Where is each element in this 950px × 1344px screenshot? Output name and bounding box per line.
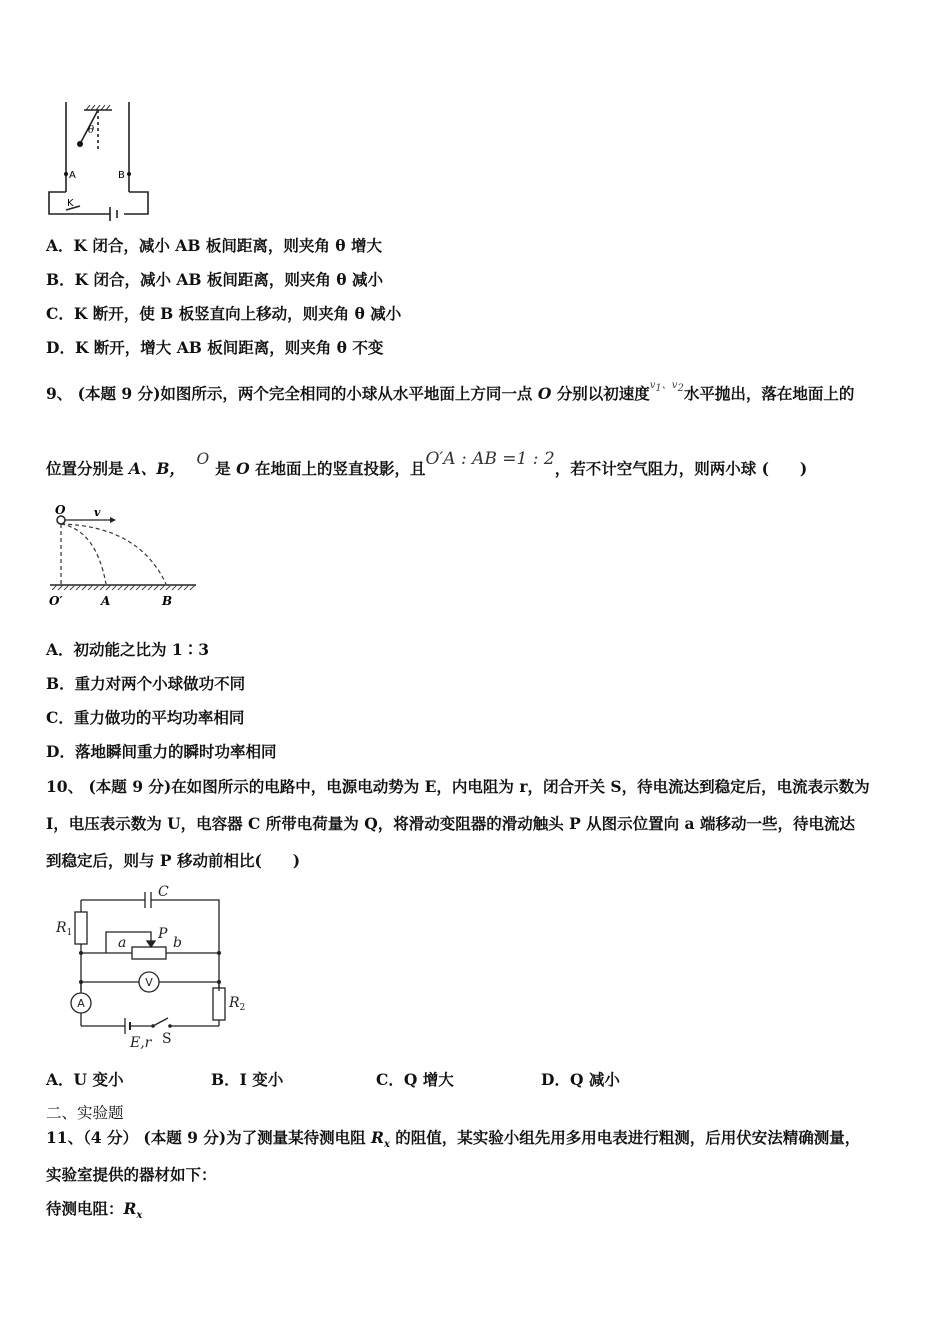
- q8-label-b: B: [118, 170, 125, 181]
- q10-option-d: D．Q 减小: [541, 1070, 620, 1089]
- q8-label-k: K: [67, 198, 74, 209]
- q10-label-r2: $R_2$: [229, 995, 246, 1013]
- q9-o-prime: O: [196, 450, 210, 468]
- q10-label-c: C: [158, 884, 169, 900]
- q9-option-a: A．初动能之比为 1∶3: [46, 640, 209, 659]
- q9-ratio-formula: O′A : AB =1 : 2: [425, 449, 555, 469]
- q9-v2: v: [671, 380, 678, 391]
- q8-option-a: A．K 闭合，减小 AB 板间距离，则夹角 θ 增大: [46, 236, 382, 255]
- q10-options: [46, 1068, 746, 1090]
- q11-stem-line1: 11、（4 分） (本题 9 分)为了测量某待测电阻 $R_x$ 的阻值，某实验小组先用多用电表进行粗测，后用伏安法精确测量，: [46, 1128, 861, 1151]
- q10-stem-line3: 到稳定后，则与 P 移动前相比( ): [46, 851, 301, 870]
- q9-option-d: D．落地瞬间重力的瞬时功率相同: [46, 742, 277, 761]
- q10-option-b: B．I 变小: [211, 1070, 284, 1089]
- q9-option-b: B．重力对两个小球做功不同: [46, 674, 246, 693]
- q10-label-r1: $R_1$: [56, 920, 73, 938]
- q10-figure-circuit: [50, 880, 260, 1052]
- q9-stem-line2: 位置分别是 A、B， O 是 O 在地面上的竖直投影，且O′A : AB =1 : 2，若不计空气阻力，则两小球 ( ): [46, 449, 808, 478]
- q10-voltmeter-label: V: [145, 976, 153, 989]
- q10-label-s: S: [162, 1031, 172, 1047]
- q9-figure-projectile: [44, 500, 204, 612]
- q10-stem-line2: I，电压表示数为 U，电容器 C 所带电荷量为 Q，将滑动变阻器的滑动触头 P 从图示位置向 a 端移动一些，待电流达: [46, 814, 855, 833]
- section-title-experiment: 二、实验题: [46, 1104, 124, 1122]
- q10-label-er: E,r: [130, 1035, 152, 1051]
- q11-stem-line2: 实验室提供的器材如下：: [46, 1165, 217, 1184]
- q8-label-a: A: [69, 170, 76, 181]
- q8-figure-capacitor-pendulum: [40, 96, 160, 221]
- q10-label-b: b: [173, 935, 182, 951]
- q9-fig-label-o: O: [55, 503, 66, 517]
- q9-fig-label-a: A: [101, 594, 111, 608]
- q9-v1: v: [649, 380, 656, 391]
- q9-stem-line1: 9、 (本题 9 分)如图所示，两个完全相同的小球从水平地面上方同一点 O 分别以初速度$^{v_1、v_2}$水平抛出，落在地面上的: [46, 380, 855, 403]
- q9-fig-label-v: v: [94, 506, 101, 519]
- q9-fig-label-o-prime: O′: [49, 594, 63, 608]
- q9-fig-label-b: B: [162, 594, 173, 608]
- q11-stem-line3: 待测电阻：$R_x$: [46, 1199, 143, 1222]
- q8-option-d: D．K 断开，增大 AB 板间距离，则夹角 θ 不变: [46, 338, 384, 357]
- q9-option-c: C．重力做功的平均功率相同: [46, 708, 245, 727]
- q10-option-a: A．U 变小: [46, 1070, 124, 1089]
- q10-stem-line1: 10、 (本题 9 分)在如图所示的电路中，电源电动势为 E，内电阻为 r，闭合开关 S，待电流达到稳定后，电流表示数为: [46, 777, 870, 796]
- q10-label-a: a: [118, 935, 127, 951]
- q10-option-c: C．Q 增大: [376, 1070, 454, 1089]
- q8-option-b: B．K 闭合，减小 AB 板间距离，则夹角 θ 减小: [46, 270, 384, 289]
- q8-label-theta: θ: [88, 125, 95, 136]
- q8-option-c: C．K 断开，使 B 板竖直向上移动，则夹角 θ 减小: [46, 304, 402, 323]
- q10-ammeter-label: A: [77, 997, 85, 1010]
- q10-label-p: P: [158, 926, 168, 942]
